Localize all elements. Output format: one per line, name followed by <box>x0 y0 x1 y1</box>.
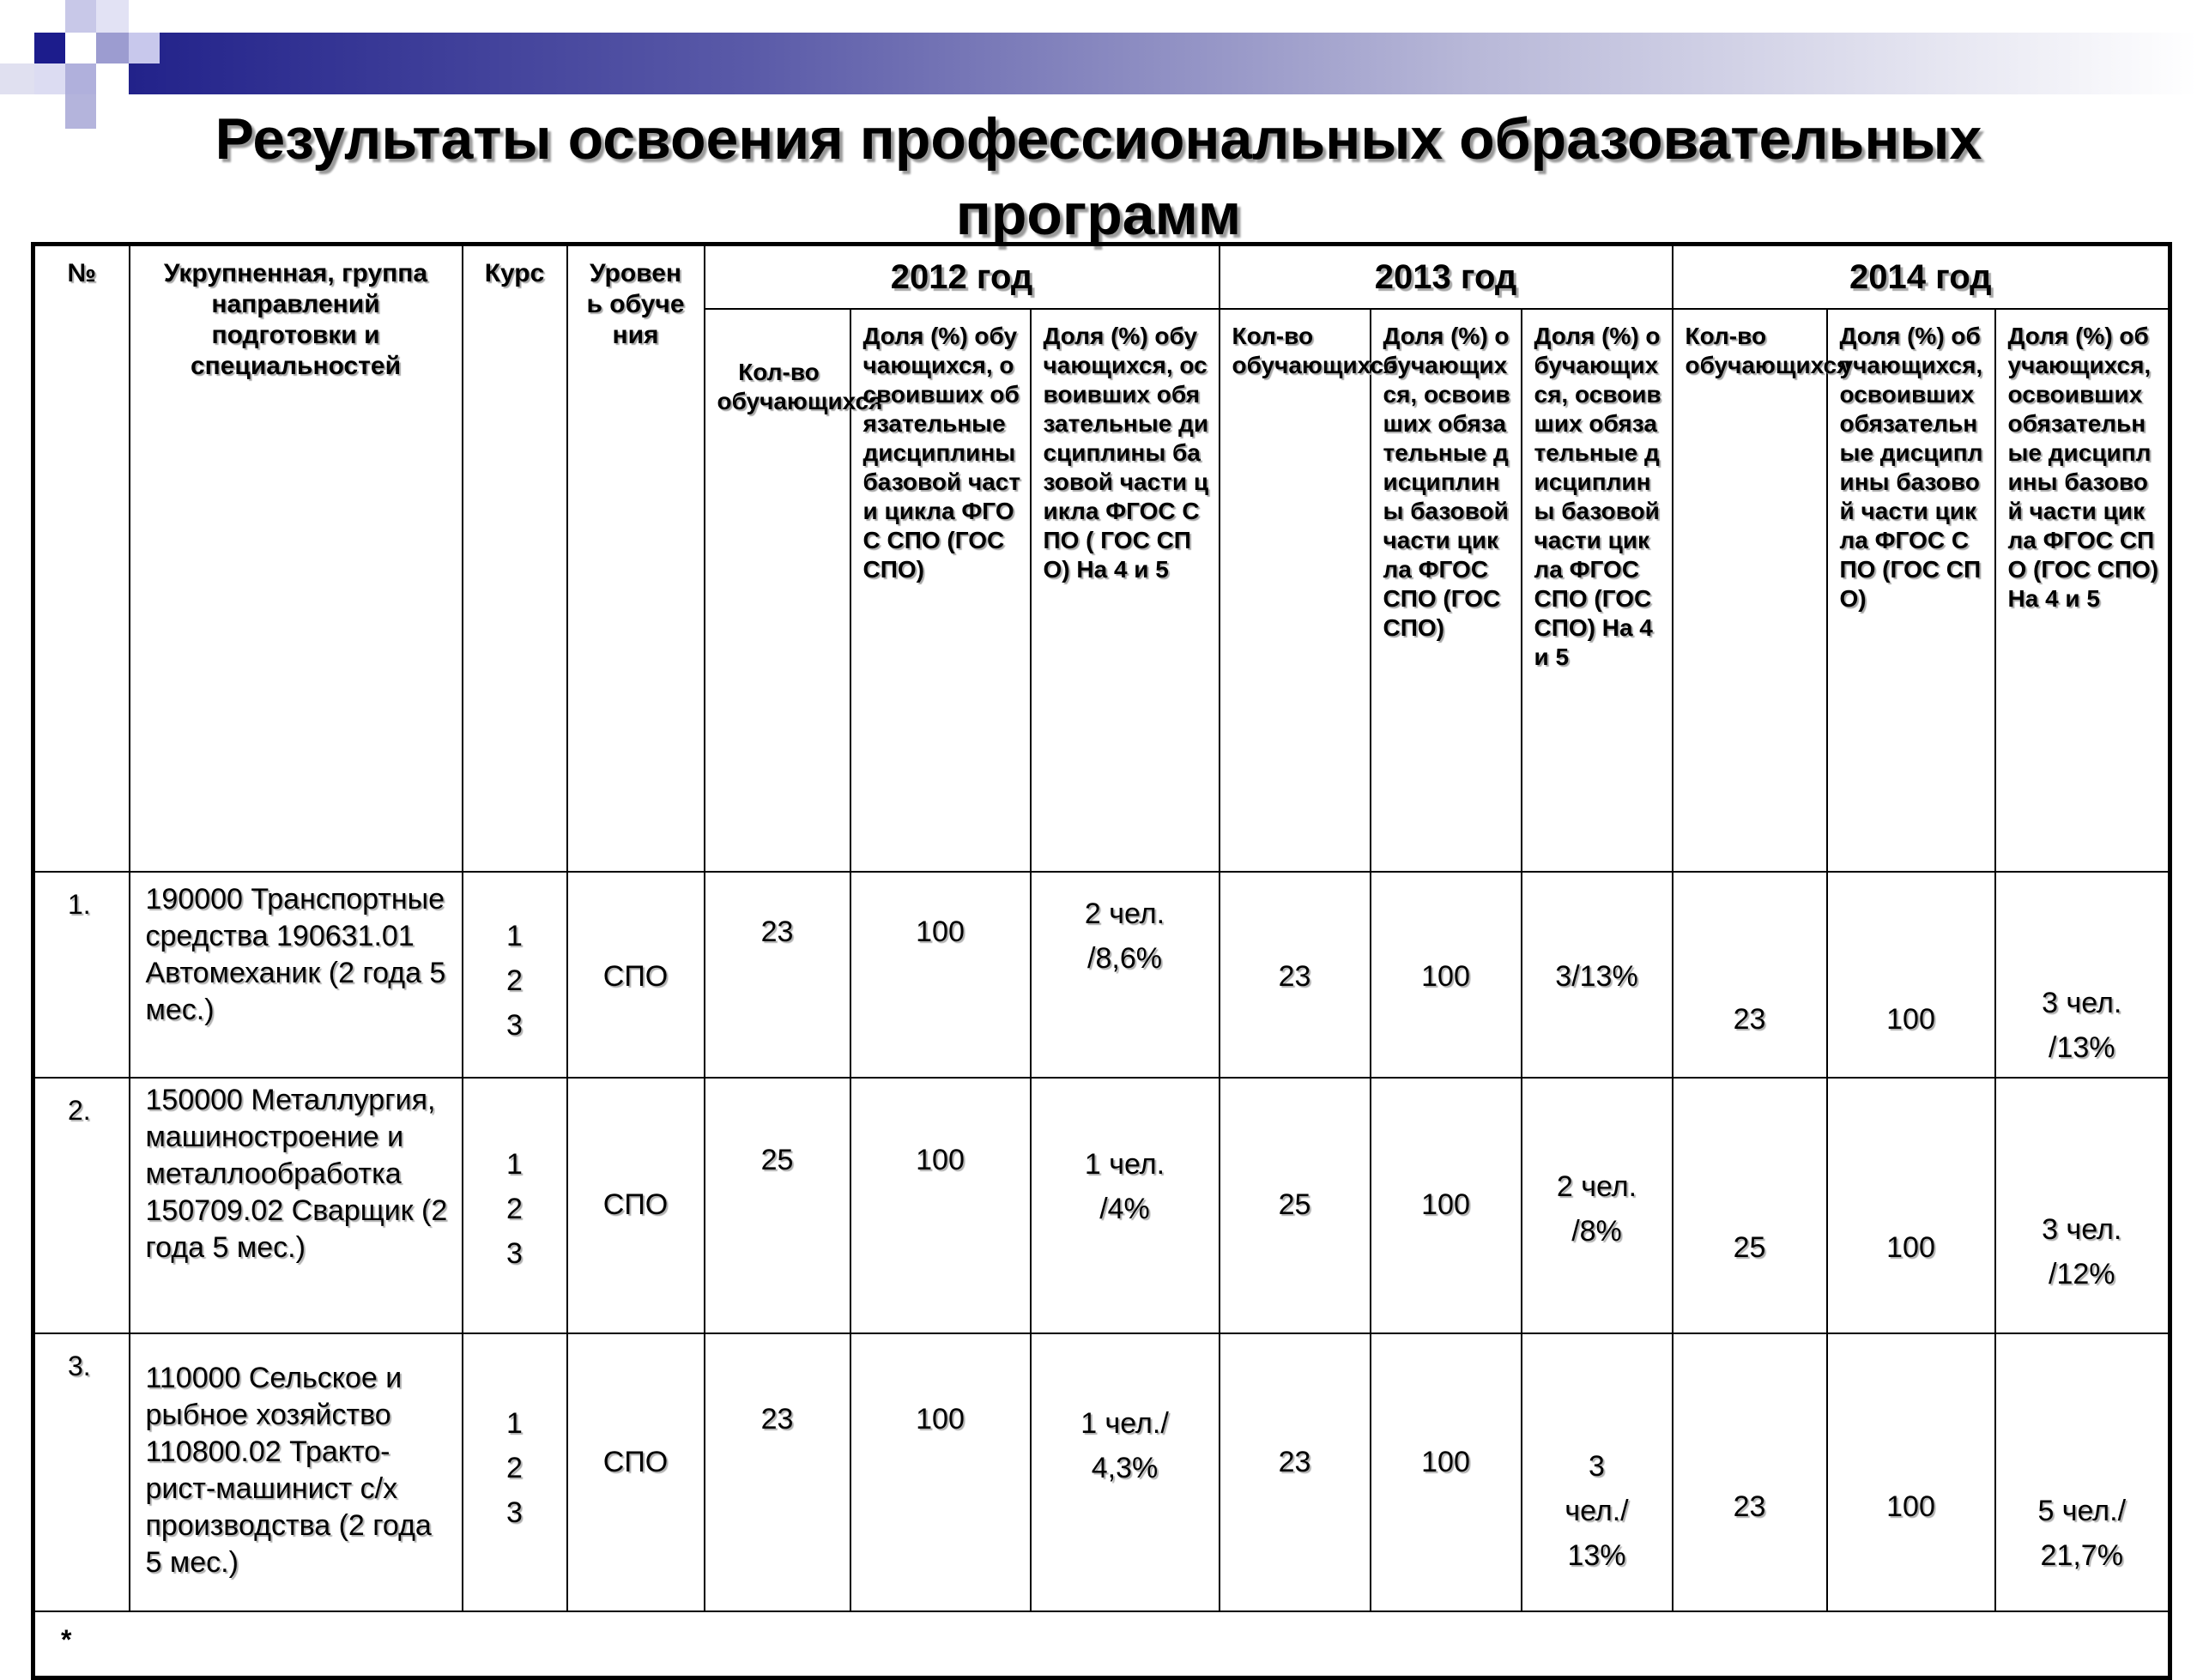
row-2012-count: 23 <box>705 1333 850 1611</box>
row-2014-share: 100 <box>1827 872 1995 1078</box>
row-2012-count: 23 <box>705 872 850 1078</box>
row-specialty: 110000 Сельское и рыбное хозяйство 110800.02 Тракто-рист-машинист с/х производства (2 года 5 мес.) <box>130 1333 463 1611</box>
row-2014-share: 100 <box>1827 1078 1995 1333</box>
row-level: СПО <box>567 1078 705 1333</box>
row-2013-count: 23 <box>1220 872 1371 1078</box>
row-2014-share-4-5: 3 чел. /13% <box>1995 872 2170 1078</box>
row-2012-share: 100 <box>850 872 1031 1078</box>
subheader-2013-share: Доля (%) обучающихся, освоивших обязательные дисциплины базовой части цикла ФГОС СПО (ГОС СПО) <box>1371 309 1522 872</box>
row-num: 3. <box>33 1333 130 1611</box>
row-2012-share: 100 <box>850 1333 1031 1611</box>
header-level: Уровень обучения <box>567 245 705 873</box>
row-2013-share-4-5: 3/13% <box>1522 872 1673 1078</box>
row-2013-share-4-5: 3 чел./ 13% <box>1522 1333 1673 1611</box>
row-specialty: 190000 Транспортные средства 190631.01 Автомеханик (2 года 5 мес.) <box>130 872 463 1078</box>
header-num: № <box>33 245 130 873</box>
row-course: 1 2 3 <box>463 1078 567 1333</box>
decorative-square <box>0 63 34 94</box>
subheader-2012-count: Кол-во обучающихся <box>705 309 850 872</box>
subheader-2013-share-4-5: Доля (%) обучающихся, освоивших обязательные дисциплины базовой части цикла ФГОС СПО (ГОС СПО) На 4 и 5 <box>1522 309 1673 872</box>
row-2014-share: 100 <box>1827 1333 1995 1611</box>
decorative-square <box>129 33 160 63</box>
row-2014-count: 23 <box>1673 872 1827 1078</box>
decorative-square <box>96 0 129 33</box>
row-2013-count: 25 <box>1220 1078 1371 1333</box>
subheader-2014-share: Доля (%) обучающихся, освоивших обязательные дисциплины базовой части цикла ФГОС СПО (ГОС СПО) <box>1827 309 1995 872</box>
row-specialty: 150000 Металлургия, машиностроение и металлообработка 150709.02 Сварщик (2 года 5 мес.) <box>130 1078 463 1333</box>
row-2014-share-4-5: 3 чел. /12% <box>1995 1078 2170 1333</box>
subheader-2014-count: Кол-во обучающихся <box>1673 309 1827 872</box>
decorative-square <box>34 33 65 63</box>
row-course: 1 2 3 <box>463 872 567 1078</box>
row-num: 2. <box>33 1078 130 1333</box>
table-row <box>33 1333 2170 1611</box>
decorative-square <box>65 0 96 33</box>
results-table <box>31 242 2172 1680</box>
header-course: Курс <box>463 245 567 873</box>
decorative-square <box>34 63 65 94</box>
row-2013-share: 100 <box>1371 1078 1522 1333</box>
row-2012-share: 100 <box>850 1078 1031 1333</box>
table-header-row <box>33 245 2170 310</box>
row-2013-share: 100 <box>1371 1333 1522 1611</box>
row-2012-count: 25 <box>705 1078 850 1333</box>
row-num: 1. <box>33 872 130 1078</box>
row-level: СПО <box>567 1333 705 1611</box>
decorative-top-bar <box>129 33 2197 94</box>
decorative-square <box>96 33 129 63</box>
header-group: Укрупненная, группа направлений подготовки и специальностей <box>130 245 463 873</box>
table-footer-row <box>33 1611 2170 1678</box>
table-row <box>33 1078 2170 1333</box>
row-2012-share-4-5: 1 чел. /4% <box>1031 1078 1220 1333</box>
subheader-2014-share-4-5: Доля (%) обучающихся, освоивших обязательные дисциплины базовой части цикла ФГОС СПО (ГОС СПО) На 4 и 5 <box>1995 309 2170 872</box>
table-row <box>33 872 2170 1078</box>
subheader-2013-count: Кол-во обучающихся <box>1220 309 1371 872</box>
header-year-2012: 2012 год <box>705 245 1220 310</box>
row-2014-count: 23 <box>1673 1333 1827 1611</box>
decorative-square <box>65 63 96 94</box>
row-2013-share-4-5: 2 чел. /8% <box>1522 1078 1673 1333</box>
subheader-2012-share: Доля (%) обучающихся, освоивших обязательные дисциплины базовой части цикла ФГОС СПО (ГОС СПО) <box>850 309 1031 872</box>
row-2014-share-4-5: 5 чел./ 21,7% <box>1995 1333 2170 1611</box>
header-year-2014: 2014 год <box>1673 245 2170 310</box>
page-title: Результаты освоения профессиональных образовательных программ <box>215 106 1982 247</box>
row-level: СПО <box>567 872 705 1078</box>
subheader-2012-share-4-5: Доля (%) обучающихся, освоивших обязательные дисциплины базовой части цикла ФГОС СПО ( ГОС СПО) На 4 и 5 <box>1031 309 1220 872</box>
row-course: 1 2 3 <box>463 1333 567 1611</box>
row-2014-count: 25 <box>1673 1078 1827 1333</box>
row-2013-share: 100 <box>1371 872 1522 1078</box>
footnote: * <box>33 1611 2170 1678</box>
row-2012-share-4-5: 2 чел. /8,6% <box>1031 872 1220 1078</box>
header-year-2013: 2013 год <box>1220 245 1673 310</box>
row-2013-count: 23 <box>1220 1333 1371 1611</box>
row-2012-share-4-5: 1 чел./ 4,3% <box>1031 1333 1220 1611</box>
